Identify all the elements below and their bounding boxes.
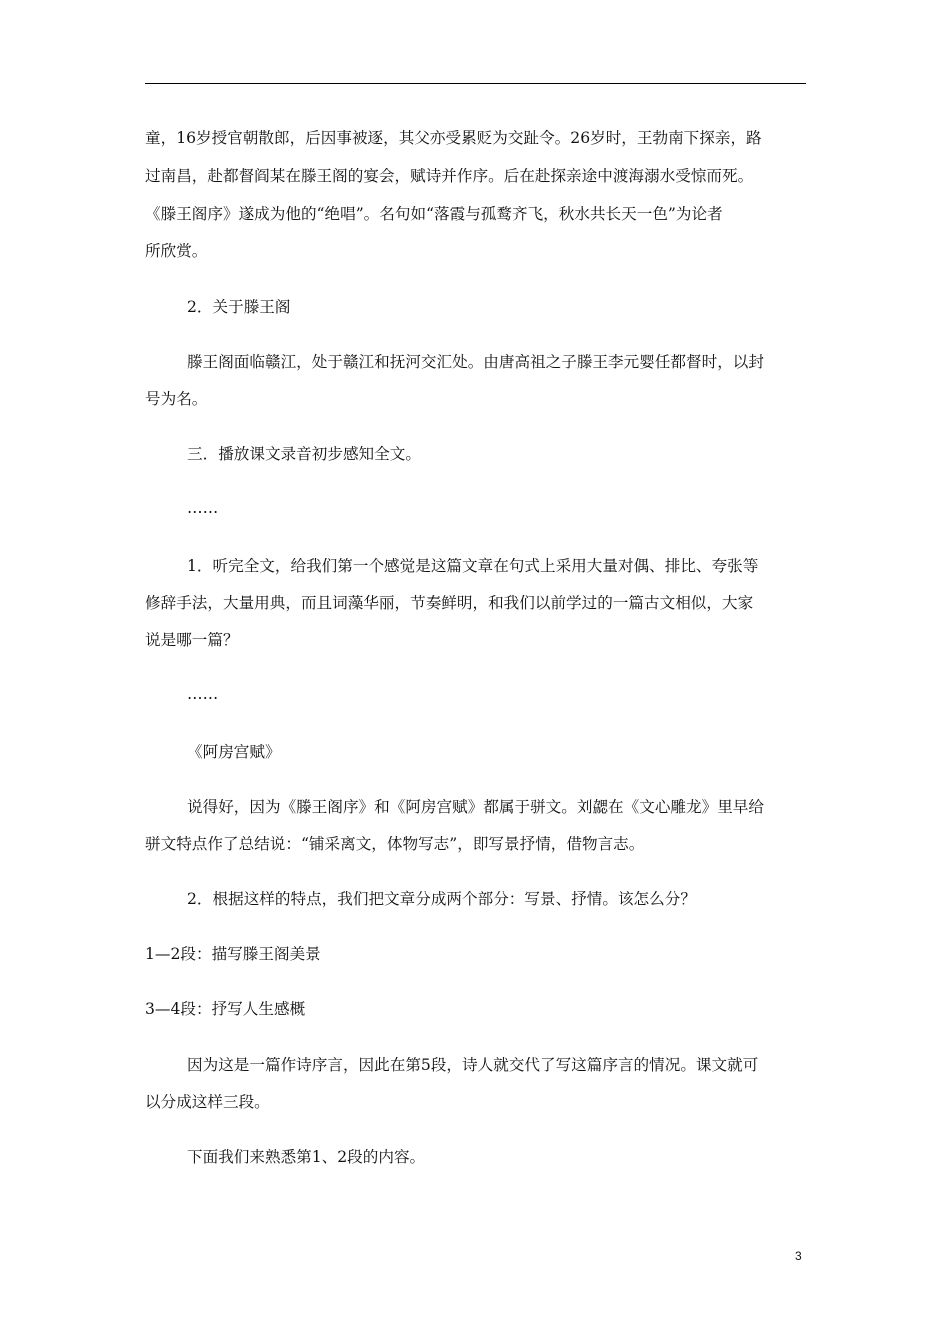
paragraph-line: 下面我们来熟悉第1、2段的内容。 [187, 1148, 426, 1166]
paragraph-line: 以分成这样三段。 [145, 1093, 270, 1111]
paragraph-line: 《阿房宫赋》 [187, 743, 281, 761]
page-number: 3 [795, 1249, 802, 1263]
paragraph-line: 1．听完全文，给我们第一个感觉是这篇文章在句式上采用大量对偶、排比、夸张等 [187, 557, 759, 575]
paragraph-line: 滕王阁面临赣江，处于赣江和抚河交汇处。由唐高祖之子滕王李元婴任都督时，以封 [187, 353, 764, 371]
paragraph-line: 号为名。 [145, 390, 208, 408]
paragraph-line: 修辞手法，大量用典，而且词藻华丽，节奏鲜明，和我们以前学过的一篇古文相似，大家 [145, 594, 754, 612]
paragraph-line: 所欣赏。 [145, 242, 208, 260]
paragraph-line: 说是哪一篇？ [145, 631, 239, 649]
paragraph-line: 说得好，因为《滕王阁序》和《阿房宫赋》都属于骈文。刘勰在《文心雕龙》里早给 [187, 798, 764, 816]
paragraph-line: 3—4段：抒写人生感概 [145, 1000, 306, 1018]
paragraph-line: 2．根据这样的特点，我们把文章分成两个部分：写景、抒情。该怎么分？ [187, 890, 696, 908]
paragraph-line: 因为这是一篇作诗序言，因此在第5段，诗人就交代了写这篇序言的情况。课文就可 [187, 1056, 759, 1074]
paragraph-line: 1—2段：描写滕王阁美景 [145, 945, 321, 963]
header-rule [145, 83, 806, 84]
section-heading: 2．关于滕王阁 [187, 298, 291, 316]
paragraph-line: 过南昌，赴都督阎某在滕王阁的宴会，赋诗并作序。后在赴探亲途中渡海溺水受惊而死。 [145, 167, 754, 185]
paragraph-line: 骈文特点作了总结说：“铺采离文，体物写志”，即写景抒情，借物言志。 [145, 835, 645, 853]
ellipsis-line: …… [187, 499, 219, 517]
paragraph-line: 《滕王阁序》遂成为他的“绝唱”。名句如“落霞与孤鹜齐飞，秋水共长天一色”为论者 [145, 205, 723, 223]
ellipsis-line: …… [187, 685, 219, 703]
paragraph-line: 童，16岁授官朝散郎，后因事被逐，其父亦受累贬为交趾令。26岁时，王勃南下探亲，路 [145, 129, 762, 147]
section-heading: 三．播放课文录音初步感知全文。 [187, 445, 421, 463]
